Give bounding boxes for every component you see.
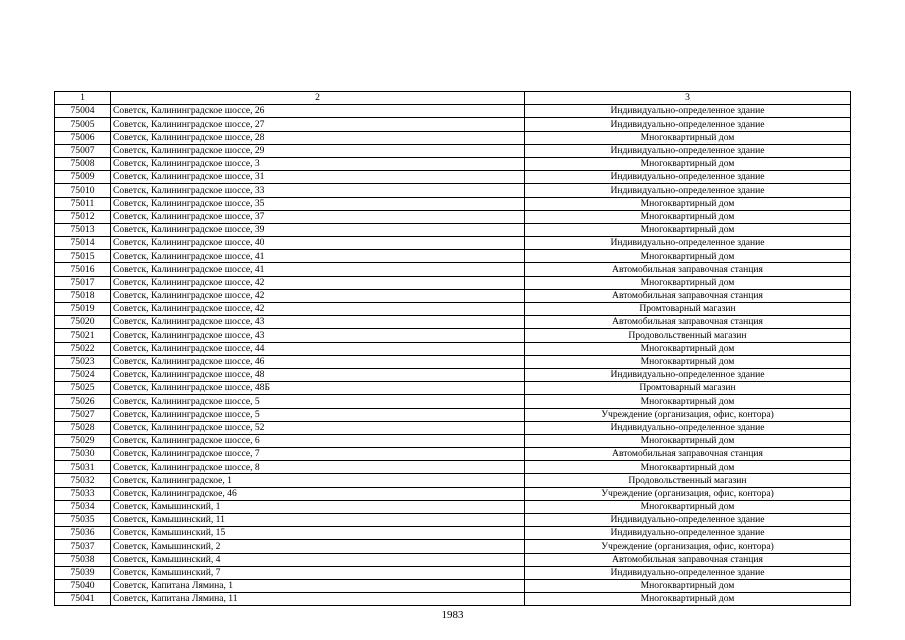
row-code: 75013 bbox=[55, 223, 111, 236]
row-address: Советск, Калининградское шоссе, 33 bbox=[111, 184, 525, 197]
row-object-type: Индивидуально-определенное здание bbox=[525, 184, 851, 197]
registry-table bbox=[54, 91, 851, 606]
row-object-type: Индивидуально-определенное здание bbox=[525, 368, 851, 381]
table-row bbox=[55, 342, 851, 355]
table-row bbox=[55, 579, 851, 592]
row-code: 75037 bbox=[55, 540, 111, 553]
table-row bbox=[55, 303, 851, 316]
table-row bbox=[55, 144, 851, 157]
row-object-type: Автомобильная заправочная станция bbox=[525, 448, 851, 461]
row-code: 75039 bbox=[55, 566, 111, 579]
row-code: 75032 bbox=[55, 474, 111, 487]
table-row bbox=[55, 395, 851, 408]
table-row bbox=[55, 408, 851, 421]
row-code: 75018 bbox=[55, 289, 111, 302]
row-code: 75025 bbox=[55, 382, 111, 395]
table-row bbox=[55, 434, 851, 447]
row-address: Советск, Калининградское шоссе, 8 bbox=[111, 461, 525, 474]
row-object-type: Учреждение (организация, офис, контора) bbox=[525, 487, 851, 500]
row-object-type: Многоквартирный дом bbox=[525, 579, 851, 592]
row-address: Советск, Калининградское шоссе, 5 bbox=[111, 408, 525, 421]
row-code: 75009 bbox=[55, 171, 111, 184]
row-code: 75031 bbox=[55, 461, 111, 474]
row-object-type: Индивидуально-определенное здание bbox=[525, 514, 851, 527]
table-row bbox=[55, 448, 851, 461]
row-address: Советск, Калининградское шоссе, 28 bbox=[111, 131, 525, 144]
row-object-type: Многоквартирный дом bbox=[525, 250, 851, 263]
row-code: 75036 bbox=[55, 527, 111, 540]
row-code: 75030 bbox=[55, 448, 111, 461]
row-object-type: Многоквартирный дом bbox=[525, 210, 851, 223]
row-code: 75019 bbox=[55, 303, 111, 316]
row-code: 75023 bbox=[55, 355, 111, 368]
row-address: Советск, Камышинский, 15 bbox=[111, 527, 525, 540]
page-number: 1983 bbox=[441, 609, 464, 621]
table-row bbox=[55, 566, 851, 579]
row-object-type: Многоквартирный дом bbox=[525, 500, 851, 513]
row-object-type: Учреждение (организация, офис, контора) bbox=[525, 408, 851, 421]
row-address: Советск, Калининградское, 1 bbox=[111, 474, 525, 487]
row-object-type: Индивидуально-определенное здание bbox=[525, 118, 851, 131]
row-address: Советск, Капитана Лямина, 1 bbox=[111, 579, 525, 592]
row-object-type: Многоквартирный дом bbox=[525, 434, 851, 447]
row-code: 75011 bbox=[55, 197, 111, 210]
row-code: 75004 bbox=[55, 105, 111, 118]
row-code: 75010 bbox=[55, 184, 111, 197]
row-address: Советск, Камышинский, 4 bbox=[111, 553, 525, 566]
row-code: 75024 bbox=[55, 368, 111, 381]
table-row bbox=[55, 474, 851, 487]
row-address: Советск, Калининградское шоссе, 37 bbox=[111, 210, 525, 223]
row-address: Советск, Калининградское шоссе, 39 bbox=[111, 223, 525, 236]
row-address: Советск, Камышинский, 2 bbox=[111, 540, 525, 553]
row-address: Советск, Калининградское шоссе, 43 bbox=[111, 316, 525, 329]
table-row bbox=[55, 540, 851, 553]
table-row bbox=[55, 197, 851, 210]
row-code: 75006 bbox=[55, 131, 111, 144]
row-code: 75026 bbox=[55, 395, 111, 408]
row-address: Советск, Калининградское шоссе, 27 bbox=[111, 118, 525, 131]
row-object-type: Многоквартирный дом bbox=[525, 223, 851, 236]
row-code: 75040 bbox=[55, 579, 111, 592]
table-row bbox=[55, 250, 851, 263]
row-address: Советск, Калининградское шоссе, 29 bbox=[111, 144, 525, 157]
row-address: Советск, Калининградское шоссе, 6 bbox=[111, 434, 525, 447]
row-object-type: Многоквартирный дом bbox=[525, 276, 851, 289]
row-object-type: Индивидуально-определенное здание bbox=[525, 421, 851, 434]
row-address: Советск, Калининградское шоссе, 42 bbox=[111, 303, 525, 316]
row-code: 75041 bbox=[55, 593, 111, 606]
row-code: 75014 bbox=[55, 237, 111, 250]
row-object-type: Многоквартирный дом bbox=[525, 355, 851, 368]
table-row bbox=[55, 593, 851, 606]
row-object-type: Промтоварный магазин bbox=[525, 303, 851, 316]
row-address: Советск, Калининградское шоссе, 40 bbox=[111, 237, 525, 250]
row-code: 75035 bbox=[55, 514, 111, 527]
table-row bbox=[55, 316, 851, 329]
row-address: Советск, Калининградское шоссе, 48 bbox=[111, 368, 525, 381]
row-address: Советск, Калининградское шоссе, 35 bbox=[111, 197, 525, 210]
table-row bbox=[55, 118, 851, 131]
row-object-type: Многоквартирный дом bbox=[525, 395, 851, 408]
table-row bbox=[55, 368, 851, 381]
row-code: 75033 bbox=[55, 487, 111, 500]
row-object-type: Автомобильная заправочная станция bbox=[525, 553, 851, 566]
row-code: 75008 bbox=[55, 157, 111, 170]
row-address: Советск, Калининградское шоссе, 43 bbox=[111, 329, 525, 342]
row-address: Советск, Камышинский, 1 bbox=[111, 500, 525, 513]
row-object-type: Индивидуально-определенное здание bbox=[525, 527, 851, 540]
row-code: 75029 bbox=[55, 434, 111, 447]
table-row bbox=[55, 461, 851, 474]
row-object-type: Продовольственный магазин bbox=[525, 329, 851, 342]
row-address: Советск, Калининградское шоссе, 41 bbox=[111, 250, 525, 263]
row-object-type: Автомобильная заправочная станция bbox=[525, 263, 851, 276]
row-code: 75007 bbox=[55, 144, 111, 157]
table-row bbox=[55, 421, 851, 434]
row-object-type: Многоквартирный дом bbox=[525, 131, 851, 144]
row-address: Советск, Калининградское шоссе, 52 bbox=[111, 421, 525, 434]
row-address: Советск, Капитана Лямина, 11 bbox=[111, 593, 525, 606]
table-row bbox=[55, 487, 851, 500]
row-address: Советск, Калининградское шоссе, 44 bbox=[111, 342, 525, 355]
table-row bbox=[55, 184, 851, 197]
row-object-type: Индивидуально-определенное здание bbox=[525, 105, 851, 118]
row-address: Советск, Калининградское шоссе, 3 bbox=[111, 157, 525, 170]
table-body bbox=[55, 105, 851, 606]
table-row bbox=[55, 500, 851, 513]
row-object-type: Автомобильная заправочная станция bbox=[525, 289, 851, 302]
row-address: Советск, Калининградское шоссе, 31 bbox=[111, 171, 525, 184]
table-row bbox=[55, 329, 851, 342]
row-code: 75015 bbox=[55, 250, 111, 263]
row-address: Советск, Калининградское шоссе, 5 bbox=[111, 395, 525, 408]
table-row bbox=[55, 131, 851, 144]
table-row bbox=[55, 553, 851, 566]
row-object-type: Промтоварный магазин bbox=[525, 382, 851, 395]
table-row bbox=[55, 223, 851, 236]
row-object-type: Индивидуально-определенное здание bbox=[525, 566, 851, 579]
table-row bbox=[55, 157, 851, 170]
row-code: 75038 bbox=[55, 553, 111, 566]
column-header-3: 3 bbox=[525, 92, 851, 105]
row-address: Советск, Камышинский, 11 bbox=[111, 514, 525, 527]
table-row bbox=[55, 105, 851, 118]
row-address: Советск, Камышинский, 7 bbox=[111, 566, 525, 579]
row-address: Советск, Калининградское шоссе, 41 bbox=[111, 263, 525, 276]
column-header-2: 2 bbox=[111, 92, 525, 105]
row-address: Советск, Калининградское шоссе, 48Б bbox=[111, 382, 525, 395]
row-code: 75034 bbox=[55, 500, 111, 513]
row-address: Советск, Калининградское, 46 bbox=[111, 487, 525, 500]
table-row bbox=[55, 210, 851, 223]
row-object-type: Многоквартирный дом bbox=[525, 197, 851, 210]
row-code: 75020 bbox=[55, 316, 111, 329]
row-address: Советск, Калининградское шоссе, 26 bbox=[111, 105, 525, 118]
row-object-type: Многоквартирный дом bbox=[525, 461, 851, 474]
table-row bbox=[55, 237, 851, 250]
row-object-type: Многоквартирный дом bbox=[525, 342, 851, 355]
table-row bbox=[55, 514, 851, 527]
row-code: 75016 bbox=[55, 263, 111, 276]
row-code: 75021 bbox=[55, 329, 111, 342]
table-row bbox=[55, 276, 851, 289]
row-address: Советск, Калининградское шоссе, 42 bbox=[111, 276, 525, 289]
row-code: 75027 bbox=[55, 408, 111, 421]
row-object-type: Многоквартирный дом bbox=[525, 593, 851, 606]
row-object-type: Продовольственный магазин bbox=[525, 474, 851, 487]
row-object-type: Индивидуально-определенное здание bbox=[525, 144, 851, 157]
row-address: Советск, Калининградское шоссе, 46 bbox=[111, 355, 525, 368]
row-object-type: Многоквартирный дом bbox=[525, 157, 851, 170]
table-row bbox=[55, 289, 851, 302]
table-header-row bbox=[55, 92, 851, 105]
row-object-type: Автомобильная заправочная станция bbox=[525, 316, 851, 329]
table-row bbox=[55, 171, 851, 184]
row-code: 75012 bbox=[55, 210, 111, 223]
table-row bbox=[55, 355, 851, 368]
table-row bbox=[55, 382, 851, 395]
row-object-type: Учреждение (организация, офис, контора) bbox=[525, 540, 851, 553]
row-code: 75028 bbox=[55, 421, 111, 434]
row-address: Советск, Калининградское шоссе, 7 bbox=[111, 448, 525, 461]
column-header-1: 1 bbox=[55, 92, 111, 105]
row-code: 75022 bbox=[55, 342, 111, 355]
row-code: 75017 bbox=[55, 276, 111, 289]
row-address: Советск, Калининградское шоссе, 42 bbox=[111, 289, 525, 302]
row-object-type: Индивидуально-определенное здание bbox=[525, 171, 851, 184]
row-object-type: Индивидуально-определенное здание bbox=[525, 237, 851, 250]
table-row bbox=[55, 527, 851, 540]
table-row bbox=[55, 263, 851, 276]
row-code: 75005 bbox=[55, 118, 111, 131]
